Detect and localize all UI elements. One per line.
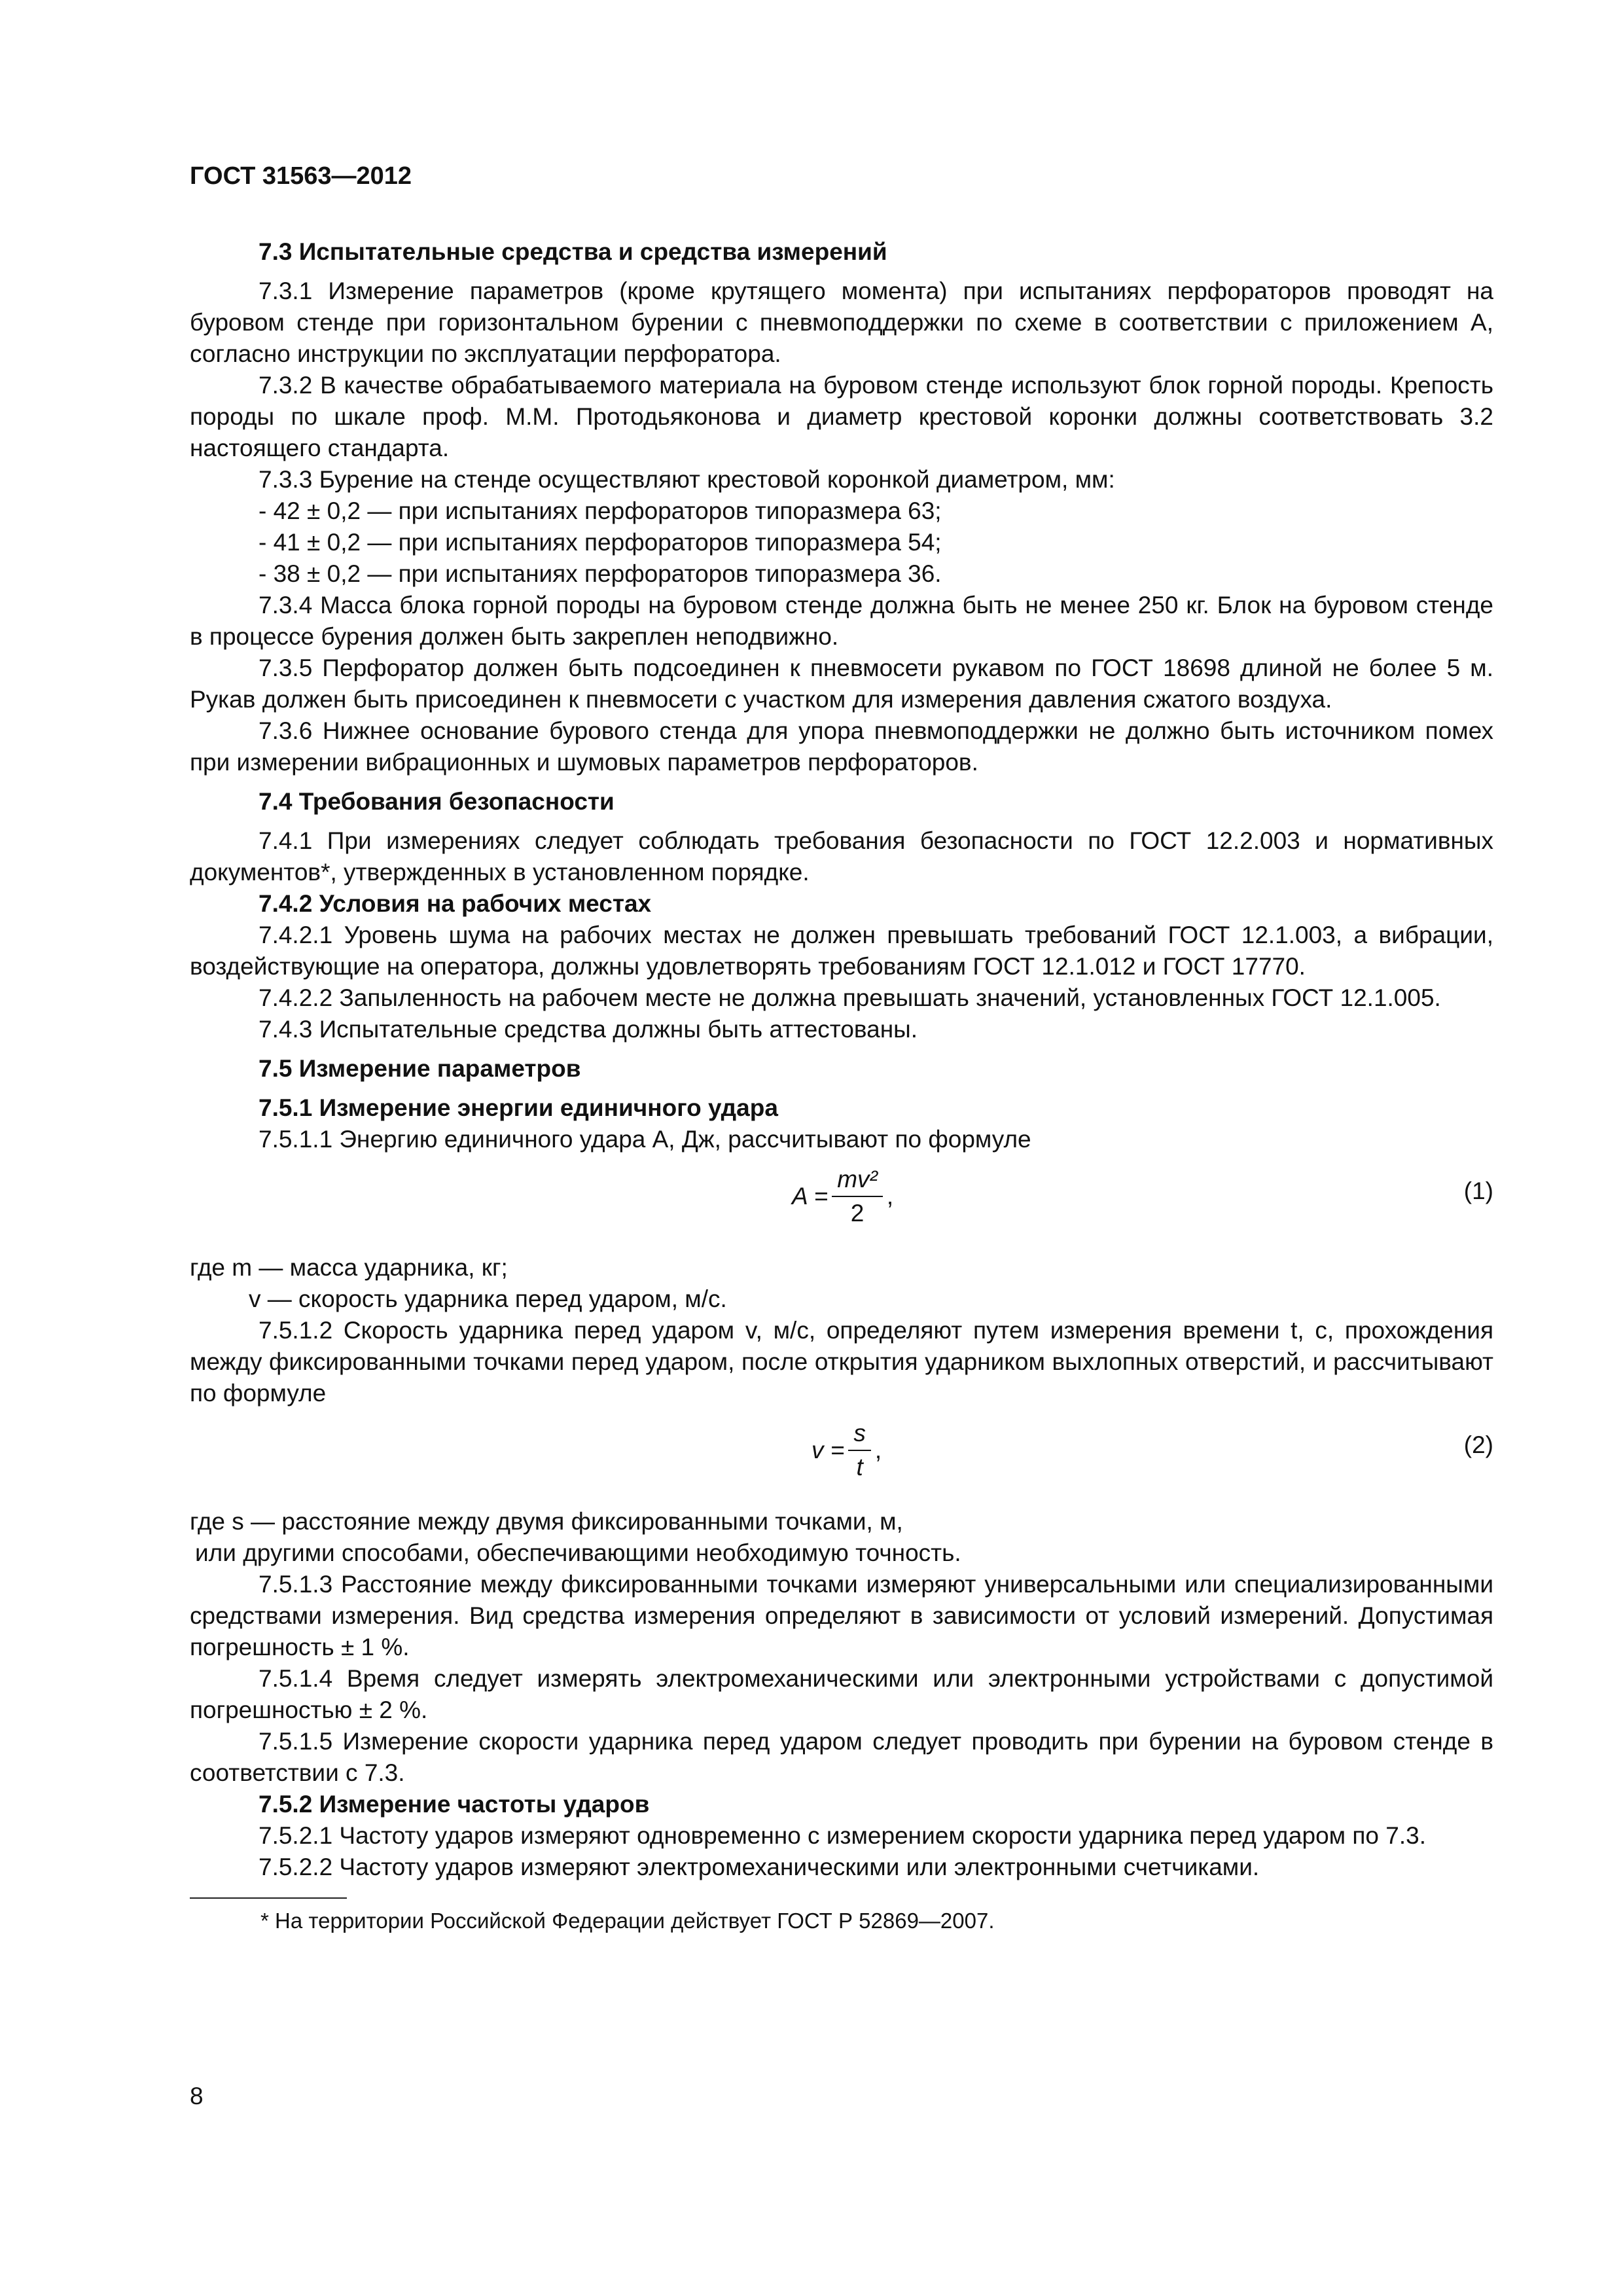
section-7-5-2-title: 7.5.2 Измерение частоты ударов — [259, 1791, 650, 1818]
formula-1-lhs: A = — [792, 1183, 829, 1210]
section-7-4-2-title: 7.4.2 Условия на рабочих местах — [259, 890, 652, 917]
paragraph-7-4-3: 7.4.3 Испытательные средства должны быть аттестованы. — [259, 1016, 918, 1043]
paragraph-7-4-2-2: 7.4.2.2 Запыленность на рабочем месте не должна превышать значений, установленных ГОСТ 12.1.005. — [259, 984, 1441, 1011]
paragraph-7-5-2-2: 7.5.2.2 Частоту ударов измеряют электромеханическими или электронными счетчиками. — [259, 1854, 1260, 1880]
formula-1-number: (1) — [1463, 1177, 1493, 1204]
paragraph-7-3-1: 7.3.1 Измерение параметров (кроме крутящего момента) при испытаниях перфораторов проводят на буровом стенде при горизонтальном бурении с пневмоподдержки по схеме в соответствии с приложением А, согласно инструкции по эксплуатации перфоратора. — [190, 278, 1493, 367]
formula-2-body — [812, 1418, 882, 1482]
formula-2-lhs: v = — [812, 1437, 845, 1463]
list-item: - 38 ± 0,2 — при испытаниях перфораторов типоразмера 36. — [259, 560, 942, 587]
paragraph-7-3-2: 7.3.2 В качестве обрабатываемого материала на буровом стенде используют блок горной породы. Крепость породы по шкале проф. М.М. Протодьяконова и диаметр крестовой коронки должны соответствовать 3.2 настоящего стандарта. — [190, 372, 1493, 461]
where-2-line-2: или другими способами, обеспечивающими необходимую точность. — [195, 1539, 961, 1566]
paragraph-7-5-1-3: 7.5.1.3 Расстояние между фиксированными точками измеряют универсальными или специализированными средствами измерения. Вид средства измерения определяют в зависимости от условий измерений. Допустимая погрешность ± 1 %. — [190, 1571, 1493, 1660]
paragraph-7-5-2-1: 7.5.2.1 Частоту ударов измеряют одновременно с измерением скорости ударника перед ударом по 7.3. — [259, 1822, 1426, 1849]
page-number: 8 — [190, 2083, 204, 2109]
document-header: ГОСТ 31563—2012 — [190, 162, 412, 190]
section-7-4-title: 7.4 Требования безопасности — [259, 788, 615, 815]
formula-1-numerator: mv² — [832, 1164, 883, 1197]
paragraph-7-4-2-1: 7.4.2.1 Уровень шума на рабочих местах не должен превышать требований ГОСТ 12.1.003, а вибрации, воздействующие на оператора, должны удовлетворять требованиям ГОСТ 12.1.012 и ГОСТ 17770. — [190, 922, 1493, 980]
where-1-line-1: где m — масса ударника, кг; — [190, 1254, 508, 1281]
footnote-divider — [190, 1897, 347, 1899]
where-1-line-2: v — скорость ударника перед ударом, м/с. — [249, 1285, 727, 1312]
where-2-line-1: где s — расстояние между двумя фиксированными точками, м, — [190, 1508, 903, 1535]
paragraph-7-3-4: 7.3.4 Масса блока горной породы на буровом стенде должна быть не менее 250 кг. Блок на буровом стенде в процессе бурения должен быть закреплен неподвижно. — [190, 592, 1493, 650]
paragraph-7-3-6: 7.3.6 Нижнее основание бурового стенда для упора пневмоподдержки не должно быть источником помех при измерении вибрационных и шумовых параметров перфораторов. — [190, 717, 1493, 776]
formula-2-tail: , — [874, 1437, 882, 1463]
formula-2-numerator: s — [848, 1418, 871, 1451]
paragraph-7-3-5: 7.3.5 Перфоратор должен быть подсоединен к пневмосети рукавом по ГОСТ 18698 длиной не более 5 м. Рукав должен быть присоединен к пневмосети с участком для измерения давления сжатого воздуха. — [190, 655, 1493, 713]
paragraph-7-5-1-1: 7.5.1.1 Энергию единичного удара А, Дж, рассчитывают по формуле — [259, 1126, 1031, 1153]
formula-2-number: (2) — [1463, 1431, 1493, 1458]
section-7-3-title: 7.3 Испытательные средства и средства измерений — [259, 238, 887, 265]
formula-1-body — [792, 1164, 893, 1229]
document-page — [190, 162, 1493, 1935]
paragraph-7-4-1: 7.4.1 При измерениях следует соблюдать требования безопасности по ГОСТ 12.2.003 и нормативных документов*, утвержденных в установленном порядке. — [190, 827, 1493, 886]
paragraph-7-5-1-4: 7.5.1.4 Время следует измерять электромеханическими или электронными устройствами с допустимой погрешностью ± 2 %. — [190, 1665, 1493, 1723]
formula-1-denominator: 2 — [850, 1200, 865, 1227]
list-item: - 41 ± 0,2 — при испытаниях перфораторов типоразмера 54; — [259, 529, 942, 556]
section-7-5-1-title: 7.5.1 Измерение энергии единичного удара — [259, 1094, 778, 1121]
paragraph-7-3-3: 7.3.3 Бурение на стенде осуществляют крестовой коронкой диаметром, мм: — [259, 466, 1115, 493]
formula-1 — [190, 1164, 1493, 1243]
formula-2 — [190, 1418, 1493, 1497]
formula-1-tail: , — [886, 1183, 894, 1210]
section-7-5-title: 7.5 Измерение параметров — [259, 1055, 581, 1082]
formula-2-fraction — [848, 1418, 871, 1482]
formula-2-denominator: t — [856, 1454, 863, 1480]
formula-1-fraction — [832, 1164, 883, 1229]
list-item: - 42 ± 0,2 — при испытаниях перфораторов типоразмера 63; — [259, 497, 942, 524]
paragraph-7-5-1-5: 7.5.1.5 Измерение скорости ударника перед ударом следует проводить при бурении на буровом стенде в соответствии с 7.3. — [190, 1728, 1493, 1786]
paragraph-7-5-1-2: 7.5.1.2 Скорость ударника перед ударом v, м/с, определяют путем измерения времени t, с, прохождения между фиксированными точками перед ударом, после открытия ударником выхлопных отверстий, и рассчитывают по формуле — [190, 1317, 1493, 1407]
footnote: * На территории Российской Федерации действует ГОСТ Р 52869—2007. — [260, 1909, 995, 1933]
